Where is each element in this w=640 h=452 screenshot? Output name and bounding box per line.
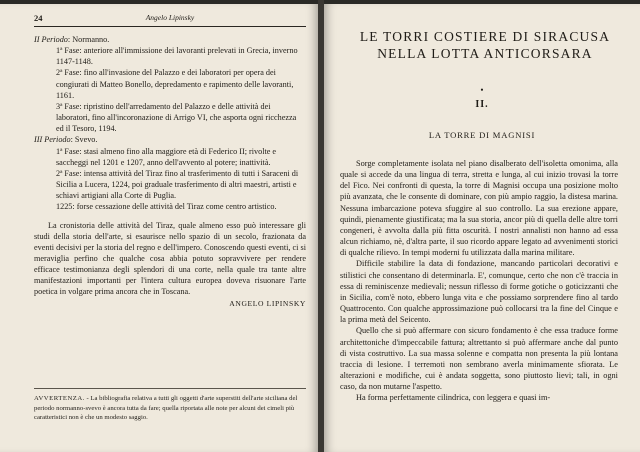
section-number: II. xyxy=(475,99,489,110)
phase-item: 2ª Fase: intensa attività del Tiraz fino al trasferimento di tutti i Saraceni di Sicilia a Lucera, 1224, poi graduale trasferimento di altri maestri, artisti e schiavi artigiani alla Corte di Puglia. xyxy=(56,168,299,201)
period-label: II Periodo xyxy=(34,35,68,44)
chapter-title xyxy=(346,28,624,62)
period-name: : Svevo. xyxy=(70,135,98,145)
running-header xyxy=(34,13,306,25)
period-heading xyxy=(34,134,306,145)
phase-item: 3ª Fase: ripristino dell'arredamento del Palazzo e delle attività dei laboratori, fino all'incoronazione di Arrigo VI, che asporta ogni ricchezza ed il Tesoro, 1194. xyxy=(56,101,297,134)
body-paragraph: La cronistoria delle attività del Tiraz, quale almeno esso può interessare gli studi della storia dell'arte, si esaurisce nello spazio di un secolo, frazionata da eventi decisivi per la storia del regno e dell'impero. Conoscendo questi eventi, ci si meraviglia perfino che qualche cosa abbia potuto sopravvivere per rendere efficace testimonianza degli splendori di una corte, nella quale tra tante altre manifestazioni importanti per l'intera cultura europea doveva risuonare l'arte poetica in volgare prima ancora che in Toscana. xyxy=(34,220,306,297)
body-paragraph: Sorge completamente isolata nel piano disalberato dell'isoletta omonima, alla quale si accede da una lingua di terra, stretta e lunga, al cui inizio trovasi la torre del Fico. Nei confronti di questa, la torre di Magnisi occupa una posizione molto più avanzata, che le consente di dominare, con più ampio raggio, la distesa marina. Nessuna imbarcazione poteva sfuggire al suo controllo. La sua erezione appare, quindi, pienamente giustificata; ma la sua storia, ancor più di quella delle altre torri congeneri, è avvolta dalla più fitta oscurità. I nostri annalisti non hanno ad essa alcun richiamo, nè, d'altra parte, il suo ricordo appare legato ad avvenimenti storici di qualche rilievo. In tempi moderni fu utilizzata dalla marina militare. xyxy=(340,159,618,258)
phase-item: 1ª Fase: stasi almeno fino alla maggiore età di Federico II; rivolte e saccheggi nel 1201 e 1207, anno dell'avvento al potere; inattività. xyxy=(56,146,277,167)
running-head-author: Angelo Lipinsky xyxy=(145,13,195,22)
author-signature: ANGELO LIPINSKY xyxy=(229,298,306,308)
phase-item: 1225: forse cessazione delle attività del Tiraz come centro artistico. xyxy=(56,202,277,212)
body-paragraph: Ha forma perfettamente cilindrica, con leggera e quasi im- xyxy=(356,393,551,403)
chronology-text xyxy=(34,34,306,309)
footnote-text: - La bibliografia relativa a tutti gli oggetti d'arte superstiti dell'arte siciliana del periodo normanno-svevo è ancora tutta da fare; quella riportata alle note per alcuni dei cimeli più caratteristici non è che un modesto saggio. xyxy=(34,395,298,422)
period-heading xyxy=(34,34,306,45)
page-number: 24 xyxy=(34,13,43,23)
left-page xyxy=(0,4,318,452)
period-label: III Periodo xyxy=(34,135,71,145)
right-page xyxy=(324,4,640,452)
title-line-2: NELLA LOTTA ANTICORSARA xyxy=(377,46,593,61)
title-line-1: LE TORRI COSTIERE DI SIRACUSA xyxy=(359,29,611,44)
period-name: : Normanno. xyxy=(67,35,110,44)
section-title: LA TORRE DI MAGNISI xyxy=(428,130,536,140)
phase-item: 1ª Fase: anteriore all'immissione dei lavoranti prelevati in Grecia, inverno 1147-1148. xyxy=(56,46,298,67)
footnote xyxy=(34,388,306,423)
body-paragraph: Quello che si può affermare con sicuro fondamento è che essa traduce forme architettoniche d'impeccabile fattura; altrettanto si può affermare anche dal punto di vista costruttivo. La sua massa solenne e compatta non presenta la più lontana traccia di lesione. I terremoti non sembrano averla minimamente sfiorata. Le alterazioni e modifiche, cui è andata soggetta, sono piuttosto lievi; tali, in ogni caso, da non mutarne l'aspetto. xyxy=(340,326,618,392)
phase-item: 2ª Fase: fino all'invasione del Palazzo e dei laboratori per opera dei congiurati di Matteo Bonello, depredamento e rapimento delle lavoranti, 1161. xyxy=(56,68,294,100)
footnote-label: AVVERTENZA. xyxy=(34,395,85,402)
header-rule xyxy=(34,26,306,27)
article-text xyxy=(340,158,618,403)
ornament-dot: • xyxy=(480,85,484,95)
body-paragraph: Difficile stabilire la data di fondazione, mancando particolari decorativi e stilistici che consentano di determinarla. E', comunque, certo che non c'è traccia in essa di reminiscenze medievali; nessun riflesso di forme gotiche o goticizzanti che in Sicilia, com'è noto, ebbero lunga vita e che possiamo sorprendere fino al tardo Quattrocento. Con qualche approssimazione può collocarsi tra la fine del Cinque e la prima metà del Seicento. xyxy=(340,259,618,325)
